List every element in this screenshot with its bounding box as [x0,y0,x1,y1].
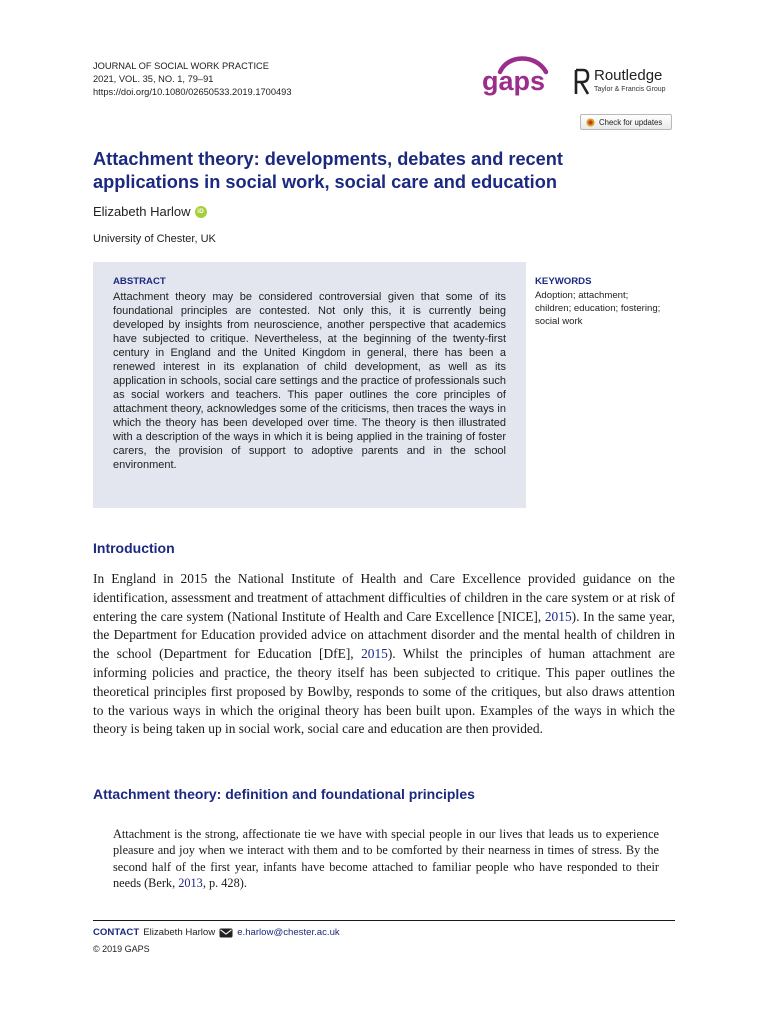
check-for-updates-button[interactable] [580,114,672,130]
gaps-logo-text: gaps [482,66,546,96]
abstract-text: Attachment theory may be considered controversial given that some of its foundational principles are contested. Not only this, it is currently being developed by insights from neuroscience, another perspective that academics have subjected to critique. Nevertheless, at the beginning of the twenty-first century in England and the United Kingdom in general, there has been a renewed interest in its explanation of child development, as well as its application in schools, social care settings and the practice of professionals such as social workers and teachers. This paper outlines the core principles of attachment theory, acknowledges some of the criticisms, then traces the ways in which the theory has been developed over time. The theory is then illustrated with a description of the ways in which it is being applied in the training of foster carers, the provision of support to adoptive parents and in the school environment. [113,291,506,471]
author-name[interactable]: Elizabeth Harlow [93,204,191,219]
intro-text-part-3: ). Whilst the principles of human attachment are informing policies and practice, the theory itself has been subjected to critique. This paper outlines the theoretical principles first proposed by Bowlby, responds to some of the critiques, but also draws attention to the various ways in which the original theory has been built upon. Examples of the ways in which the theory is being taken up in social work, social care and education are then provided. [93,646,675,737]
contact-name: Elizabeth Harlow [143,927,216,938]
gaps-logo [478,50,560,102]
introduction-paragraph [93,570,675,739]
journal-doi[interactable]: https://doi.org/10.1080/02650533.2019.1700493 [93,87,292,97]
copyright-notice: © 2019 GAPS [93,944,150,954]
journal-volume: 2021, VOL. 35, NO. 1, 79–91 [93,74,214,84]
quote-text-part-2: , p. 428). [202,875,247,890]
publisher-subtitle: Taylor & Francis Group [594,86,666,93]
reference-link-nice-2015[interactable]: 2015 [544,608,572,624]
journal-name: JOURNAL OF SOCIAL WORK PRACTICE [93,61,269,71]
quote-text-part-1: Attachment is the strong, affectionate tie we have with special people in our lives that leads us to experience pleasure and joy when we interact with them and to be comforted by their nearness in times of stress. By the second half of the first year, infants have become attached to familiar people who have responded to their needs (Berk, [113,827,659,890]
updates-icon [586,118,595,127]
routledge-r-icon [572,68,590,96]
intro-text-part-1: In England in 2015 the National Institute of Health and Care Excellence provided guidance on the identification, assessment and treatment of attachment difficulties of children in the care system or at risk of entering the care system (National Institute of Health and Care Excellence [NICE], [93,571,675,624]
contact-label: CONTACT [93,927,140,938]
email-icon [219,928,233,938]
reference-link-berk-2013[interactable]: 2013 [178,875,203,890]
author-affiliation: University of Chester, UK [93,233,216,245]
keywords-heading: KEYWORDS [535,276,592,287]
footer-divider [93,920,675,921]
abstract-heading: ABSTRACT [113,276,166,287]
contact-email-link[interactable]: e.harlow@chester.ac.uk [237,927,340,938]
author-line [93,204,207,219]
introduction-heading: Introduction [93,540,175,556]
publisher-name: Routledge [594,67,663,84]
journal-citation [93,60,292,99]
contact-line [93,927,340,938]
article-title: Attachment theory: developments, debates and recent applications in social work, social care and education [93,149,563,192]
check-for-updates-label: Check for updates [599,117,663,127]
reference-link-dfe-2015[interactable]: 2015 [361,646,388,662]
block-quote [113,826,659,891]
orcid-icon[interactable]: iD [195,206,207,218]
intro-text-part-2: ). In the same year, the Department for Education provided advice on attachment disorder and the mental health of children in the school (Department for Education [DfE], [93,608,675,662]
definition-section-heading: Attachment theory: definition and foundational principles [93,786,475,802]
keywords-list: Adoption; attachment; children; education; fostering; social work [535,290,661,327]
